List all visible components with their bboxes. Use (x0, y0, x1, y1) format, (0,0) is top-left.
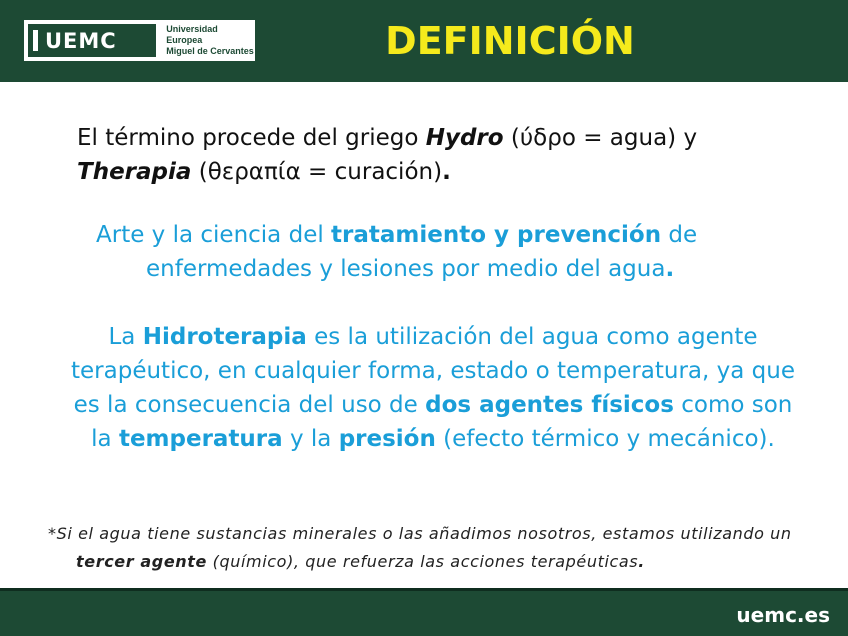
hydro-term: Hydro (425, 125, 504, 151)
arte-line-2 (96, 252, 756, 286)
therapia-term: Therapia (77, 159, 192, 185)
intro-text: (θεραπία = curación) (191, 159, 443, 185)
hidro-text: La (108, 324, 143, 350)
logo-sub-line1: Universidad Europea (166, 24, 218, 45)
intro-period: . (442, 159, 451, 185)
header-bar (0, 0, 848, 82)
arte-period: . (665, 256, 675, 282)
logo-mark (28, 24, 156, 57)
logo-subtitle (166, 24, 255, 57)
arte-text: Arte y la ciencia del (96, 222, 332, 248)
footer-bar (0, 588, 848, 636)
uemc-logo (24, 20, 255, 61)
arte-highlight: tratamiento y prevención (331, 222, 662, 248)
hidro-text: (efecto térmico y mecánico). (435, 426, 775, 452)
footnote-period: . (638, 552, 645, 571)
hidro-text: como son la (91, 392, 793, 452)
slide-title: DEFINICIÓN (385, 19, 635, 63)
hidro-text: es la utilización del agua como agente terapéutico, en cualquier forma, estado o temperatura, ya que es la consecuencia del uso de (71, 324, 795, 418)
hidroterapia-paragraph (62, 320, 804, 456)
temperatura-term: temperatura (118, 426, 283, 452)
footnote-line-2 (48, 548, 808, 576)
footnote-text: *Si el agua tiene sustancias minerales o las añadimos nosotros, estamos utilizando un (48, 524, 792, 543)
logo-sub-line2: Miguel de Cervantes (166, 46, 254, 56)
footer-url: uemc.es (736, 603, 830, 627)
intro-paragraph (77, 121, 789, 189)
footnote-text: (químico), que refuerza las acciones terapéuticas (206, 552, 639, 571)
presion-term: presión (338, 426, 436, 452)
logo-bar-icon (33, 30, 38, 51)
arte-text: de (661, 222, 698, 248)
hidro-text: y la (282, 426, 339, 452)
intro-line-2 (77, 155, 789, 189)
hidroterapia-term: Hidroterapia (142, 324, 307, 350)
intro-text: El término procede del griego (77, 125, 426, 151)
intro-text: (ύδρο = agua) y (503, 125, 698, 151)
intro-line-1 (77, 121, 789, 155)
arte-definition (96, 218, 756, 286)
tercer-agente-term: tercer agente (76, 552, 207, 571)
dos-agentes-term: dos agentes físicos (425, 392, 674, 418)
arte-text: enfermedades y lesiones por medio del agua (146, 256, 666, 282)
footnote (48, 520, 808, 576)
logo-text: UEMC (45, 28, 117, 53)
